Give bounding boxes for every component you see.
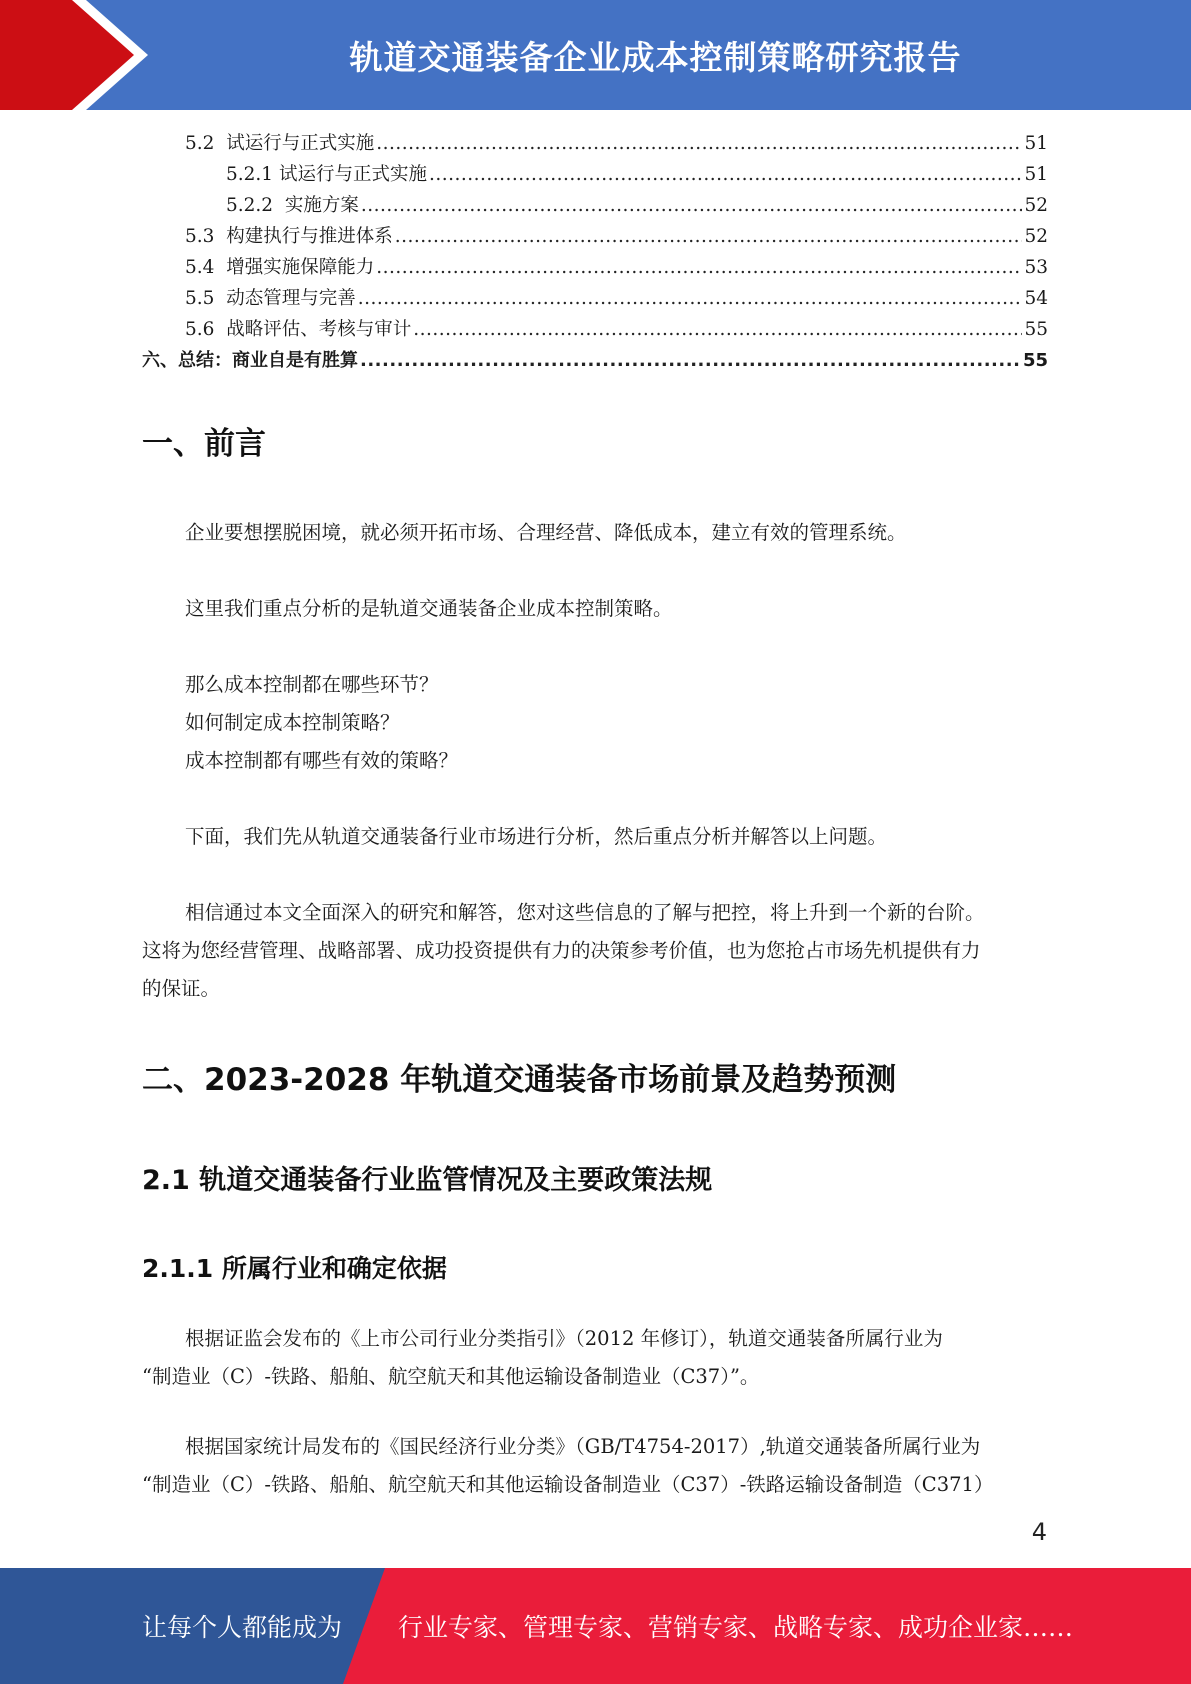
paragraph-line: 相信通过本文全面深入的研究和解答，您对这些信息的了解与把控，将上升到一个新的台阶。	[185, 901, 985, 924]
toc-entry[interactable]	[142, 128, 1048, 159]
toc-leader-dots	[413, 314, 1022, 345]
toc-entry-number: 5.2.1	[226, 164, 279, 185]
toc-entry-page: 51	[1024, 133, 1048, 154]
subsection-heading: 2.1 轨道交通装备行业监管情况及主要政策法规	[142, 1165, 713, 1196]
toc-entry-number: 5.4	[185, 257, 227, 278]
toc-entry-text: 试运行与正式实施	[278, 164, 427, 185]
toc-entry-page: 52	[1024, 195, 1048, 216]
paragraph: 企业要想摆脱困境，就必须开拓市场、合理经营、降低成本，建立有效的管理系统。	[185, 521, 907, 544]
toc-entry-page: 52	[1024, 226, 1048, 247]
toc-entry[interactable]	[142, 252, 1048, 283]
toc-entry-page: 53	[1024, 257, 1048, 278]
section-heading-market-outlook: 二、2023-2028 年轨道交通装备市场前景及趋势预测	[142, 1062, 897, 1098]
toc-entry-text: 六、总结：商业自是有胜算	[142, 350, 358, 371]
paragraph: 下面，我们先从轨道交通装备行业市场进行分析，然后重点分析并解答以上问题。	[185, 825, 888, 848]
paragraph: 这里我们重点分析的是轨道交通装备企业成本控制策略。	[185, 597, 673, 620]
toc-entry-text: 动态管理与完善	[226, 288, 356, 309]
toc-entry-number: 5.5	[185, 288, 227, 309]
toc-entry-page: 55	[1024, 319, 1048, 340]
toc-entry-page: 51	[1024, 164, 1048, 185]
toc-entry-text: 实施方案	[284, 195, 359, 216]
toc-entry-page: 54	[1024, 288, 1048, 309]
toc-entry-number: 5.2.2	[226, 195, 285, 216]
toc-entry-text: 试运行与正式实施	[226, 133, 375, 154]
question-line: 那么成本控制都在哪些环节？	[185, 673, 439, 696]
footer-slogan-left: 让每个人都能成为	[142, 1613, 343, 1642]
toc-entry-number: 5.3	[185, 226, 227, 247]
subsubsection-heading: 2.1.1 所属行业和确定依据	[142, 1254, 447, 1283]
toc-leader-dots	[360, 345, 1021, 376]
toc-entry-text: 构建执行与推进体系	[226, 226, 393, 247]
header-red-chevron	[0, 0, 140, 110]
question-line: 成本控制都有哪些有效的策略？	[185, 749, 459, 772]
footer-slogan-right: 行业专家、管理专家、营销专家、战略专家、成功企业家……	[398, 1613, 1074, 1642]
paragraph-line: “制造业（C）-铁路、船舶、航空航天和其他运输设备制造业（C37）”。	[142, 1365, 760, 1388]
toc-entry-page: 55	[1022, 350, 1048, 371]
header-title: 轨道交通装备企业成本控制策略研究报告	[349, 37, 962, 77]
paragraph-line: 根据证监会发布的《上市公司行业分类指引》（2012 年修订），轨道交通装备所属行业为	[185, 1327, 943, 1350]
toc-leader-dots	[358, 283, 1023, 314]
toc-entry[interactable]	[142, 314, 1048, 345]
page-header	[0, 0, 1191, 110]
paragraph-line: “制造业（C）-铁路、船舶、航空航天和其他运输设备制造业（C37）-铁路运输设备制造（C371）	[142, 1473, 994, 1496]
toc-entry[interactable]	[142, 283, 1048, 314]
toc-leader-dots	[361, 190, 1023, 221]
toc-entry-chapter[interactable]	[142, 345, 1048, 376]
toc-entry-number: 5.6	[185, 319, 227, 340]
section-heading-preface: 一、前言	[142, 426, 266, 462]
paragraph-line: 根据国家统计局发布的《国民经济行业分类》（GB/T4754-2017）,轨道交通装备所属行业为	[185, 1435, 981, 1458]
toc-entry-text: 战略评估、考核与审计	[226, 319, 412, 340]
toc-entry[interactable]	[142, 190, 1048, 221]
paragraph-line: 这将为您经营管理、战略部署、成功投资提供有力的决策参考价值，也为您抢占市场先机提供有力	[142, 939, 981, 962]
toc-entry[interactable]	[142, 221, 1048, 252]
table-of-contents	[142, 128, 1048, 376]
toc-entry-number: 5.2	[185, 133, 227, 154]
toc-entry-text: 增强实施保障能力	[226, 257, 375, 278]
toc-leader-dots	[395, 221, 1023, 252]
toc-leader-dots	[376, 252, 1022, 283]
paragraph-line: 的保证。	[142, 977, 221, 1000]
page-number: 4	[1031, 1518, 1047, 1546]
toc-leader-dots	[376, 128, 1022, 159]
toc-leader-dots	[429, 159, 1022, 190]
page-footer	[0, 1568, 1191, 1684]
toc-entry[interactable]	[142, 159, 1048, 190]
question-line: 如何制定成本控制策略？	[185, 711, 400, 734]
